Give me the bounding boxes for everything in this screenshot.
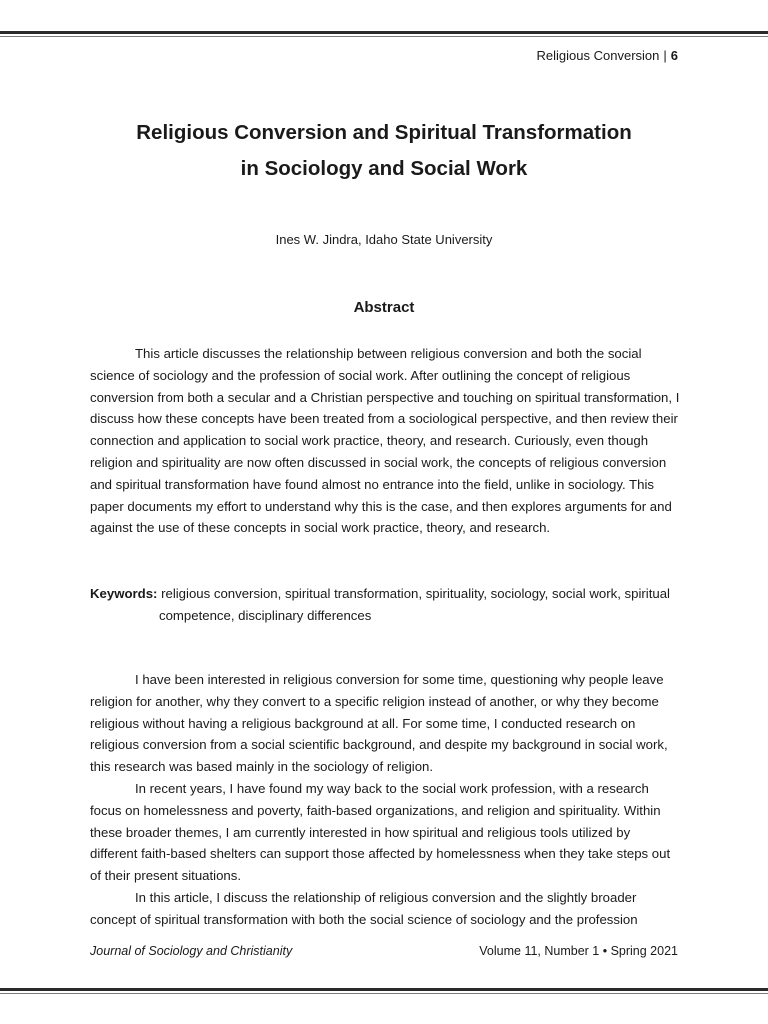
article-title-line-2: in Sociology and Social Work [240,157,528,180]
running-head [537,47,678,65]
top-rule [0,31,768,34]
body-paragraph-3: In this article, I discuss the relationship of religious conversion and the slightly broader concept of spiritual transformation with both the social science of sociology and the profession [90,890,638,927]
running-head-separator: | [663,48,667,63]
top-rule-thin [0,36,768,37]
article-title-line-1: Religious Conversion and Spiritual Transformation [136,121,632,144]
keywords-text: religious conversion, spiritual transformation, spirituality, sociology, social work, spiritual competence, disciplinary differences [159,586,670,623]
body-paragraph-2: In recent years, I have found my way back to the social work profession, with a research focus on homelessness and poverty, faith-based organizations, and religion and spirituality. Within these broader themes, I am currently interested in how spiritual and religious tools utilized by different faith-based shelters can support those affected by homelessness when they take steps out of their present situations. [90,781,671,884]
bottom-rule-thin [0,993,768,994]
body-paragraph-1: I have been interested in religious conversion for some time, questioning why people leave religion for another, why they convert to a specific religion instead of another, or why they become religious without having a religious background at all. For some time, I conducted research on religious conversion from a social scientific background, and despite my background in social work, this research was based mainly in the sociology of religion. [90,672,668,775]
keywords-label: Keywords: [90,586,158,601]
article-title [90,115,678,187]
running-head-title: Religious Conversion [536,48,660,63]
abstract-text: This article discusses the relationship between religious conversion and both the social science of sociology and the profession of social work. After outlining the concept of religious conversion from both a secular and a Christian perspective and touching on spiritual transformation, I discuss how these concepts have been treated from a sociological perspective, and then review their connection and application to social work practice, theory, and research. Curiously, even though religion and spirituality are now often discussed in social work, the concepts of religious conversion and spiritual transformation have found almost no entrance into the field, unlike in sociology. This paper documents my effort to understand why this is the case, and then explores arguments for and against the use of these concepts in social work practice, theory, and research. [90,346,680,536]
footer-issue-info: Volume 11, Number 1 • Spring 2021 [479,944,678,958]
author-line: Ines W. Jindra, Idaho State University [275,232,493,247]
keywords [90,583,680,627]
abstract-heading: Abstract [353,299,415,316]
bottom-rule [0,988,768,991]
page-number: 6 [670,48,678,63]
footer-journal-name: Journal of Sociology and Christianity [90,944,293,958]
